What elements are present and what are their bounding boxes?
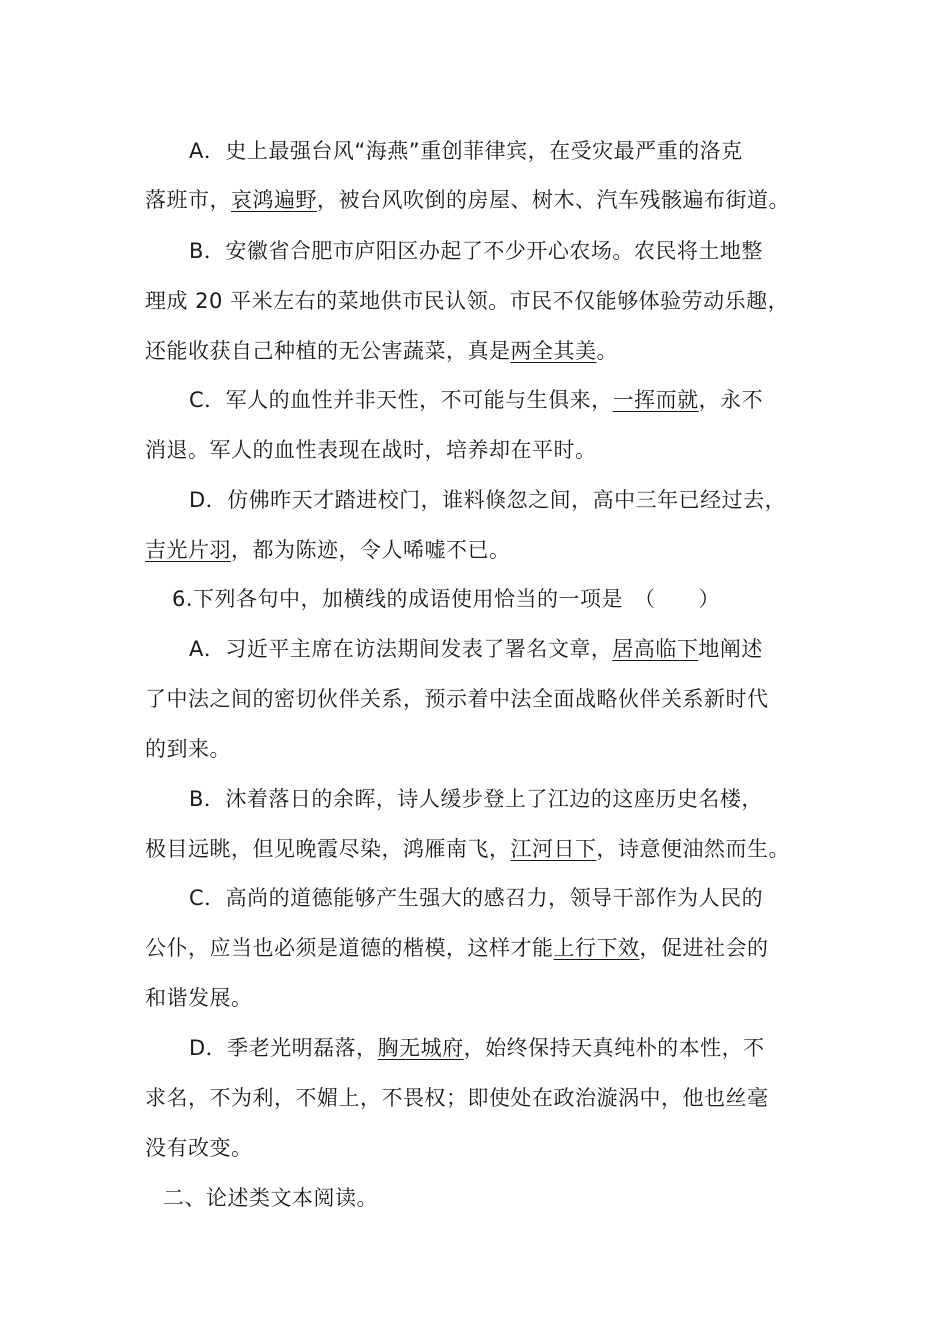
underlined-idiom: 哀鸿遍野 <box>231 188 317 212</box>
q6-stem <box>172 584 720 614</box>
text-run: 理成 20 平米左右的菜地供市民认领。市民不仅能够体验劳动乐趣， <box>145 289 790 313</box>
q6-option-d-line2 <box>145 1083 769 1113</box>
q6-option-d-line3 <box>145 1133 253 1163</box>
text-run: D．季老光明磊落， <box>189 1036 378 1060</box>
q5-option-b-text: B．安徽省合肥市庐阳区办起了不少开心农场。农民将土地整 <box>189 239 763 263</box>
text-run: 没有改变。 <box>145 1136 253 1160</box>
text-run: ，始终保持天真纯朴的本性，不 <box>463 1036 765 1060</box>
underlined-idiom: 吉光片羽 <box>145 538 231 562</box>
text-run: C．高尚的道德能够产生强大的感召力，领导干部作为人民的 <box>189 886 764 910</box>
underlined-idiom: 胸无城府 <box>377 1036 464 1060</box>
text-run: ，都为陈迹，令人唏嘘不已。 <box>231 538 511 562</box>
q5-option-c-line1 <box>189 385 763 415</box>
q6-option-c-line3 <box>145 983 253 1013</box>
q6-option-c-line2 <box>145 933 769 963</box>
text-run: B．沐着落日的余晖，诗人缓步登上了江边的这座历史名楼， <box>189 787 763 811</box>
q5-option-b-line2 <box>145 286 789 316</box>
q6-option-d-line1 <box>189 1033 765 1063</box>
q5-option-b-line3 <box>145 336 618 366</box>
q6-option-b-line2 <box>145 834 790 864</box>
q5-option-c-line2 <box>145 435 597 465</box>
q6-option-a-line1 <box>189 634 763 664</box>
text-run: ，被台风吹倒的房屋、树木、汽车残骸遍布街道。 <box>317 188 790 212</box>
underlined-idiom: 居高临下 <box>612 637 699 661</box>
text-run: C．军人的血性并非天性，不可能与生俱来， <box>189 388 613 412</box>
q6-option-c-line1 <box>189 883 763 913</box>
text-run: 极目远眺，但见晚霞尽染，鸿雁南飞， <box>145 837 511 861</box>
text-run: 和谐发展。 <box>145 986 253 1010</box>
q6-option-a-line2 <box>145 684 769 714</box>
text-run: A．习近平主席在访法期间发表了署名文章， <box>189 637 613 661</box>
text-run: 地阐述 <box>698 637 763 661</box>
text-run: 公仆，应当也必须是道德的楷模，这样才能 <box>145 936 554 960</box>
underlined-idiom: 一挥而就 <box>612 388 699 412</box>
q5-option-a-text: A．史上最强台风“海燕”重创菲律宾，在受灾最严重的洛克 <box>189 139 743 163</box>
text-run: ，诗意便油然而生。 <box>596 837 790 861</box>
text-run: 的到来。 <box>145 737 231 761</box>
text-run: 还能收获自己种植的无公害蔬菜，真是 <box>145 339 511 363</box>
question-text: 6.下列各句中，加横线的成语使用恰当的一项是 （ ） <box>172 587 721 611</box>
q6-option-a-line3 <box>145 734 231 764</box>
text-run: 。 <box>596 339 618 363</box>
text-run: 消退。军人的血性表现在战时，培养却在平时。 <box>145 438 597 462</box>
q5-option-a-line2 <box>145 185 790 215</box>
section-heading <box>163 1183 378 1213</box>
section-heading-text: 二、论述类文本阅读。 <box>163 1186 378 1210</box>
text-run: 落班市， <box>145 188 231 212</box>
q5-option-a-line1 <box>189 136 743 166</box>
text-run: D．仿佛昨天才踏进校门，谁料倏忽之间，高中三年已经过去， <box>189 488 787 512</box>
text-run: 求名，不为利，不媚上，不畏权；即使处在政治漩涡中，他也丝毫 <box>145 1086 769 1110</box>
q5-option-d-line1 <box>189 485 786 515</box>
q5-option-d-line2 <box>145 535 511 565</box>
text-run: ，永不 <box>698 388 764 412</box>
underlined-idiom: 江河日下 <box>510 837 597 861</box>
text-run: ，促进社会的 <box>639 936 769 960</box>
underlined-idiom: 上行下效 <box>553 936 640 960</box>
text-run: 了中法之间的密切伙伴关系，预示着中法全面战略伙伴关系新时代 <box>145 687 769 711</box>
q5-option-b-line1 <box>189 236 763 266</box>
underlined-idiom: 两全其美 <box>510 339 597 363</box>
q6-option-b-line1 <box>189 784 763 814</box>
